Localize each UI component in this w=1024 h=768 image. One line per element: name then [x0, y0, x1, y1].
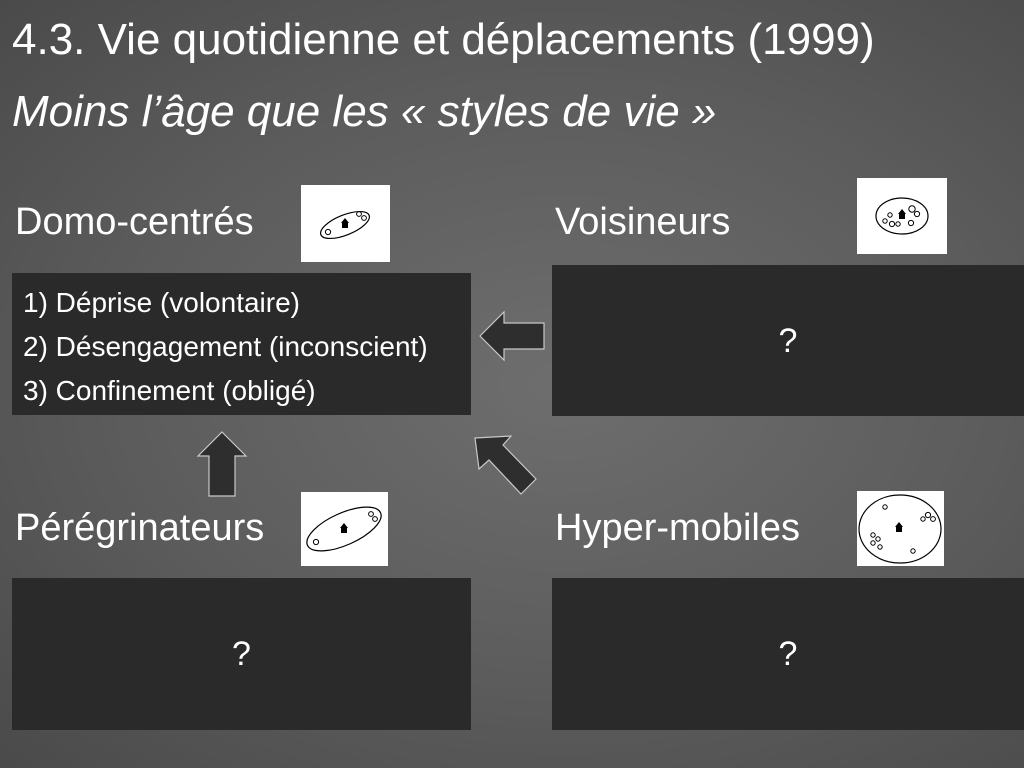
- elongated-ellipse-home-icon: [301, 492, 388, 566]
- list-item: 3) Confinement (obligé): [23, 375, 316, 406]
- unknown-placeholder: ?: [232, 635, 251, 673]
- round-ellipse-home-icon: [857, 178, 947, 254]
- arrow-up-left-icon: [470, 432, 540, 498]
- unknown-placeholder: ?: [778, 635, 798, 673]
- hyper-mobiles-label: Hyper-mobiles: [555, 507, 800, 549]
- list-item: 1) Déprise (volontaire): [23, 287, 300, 318]
- slide-title: 4.3. Vie quotidienne et déplacements (1999): [12, 15, 875, 64]
- hyper-mobiles-panel: [552, 578, 1024, 730]
- domo-centres-label: Domo-centrés: [15, 201, 254, 243]
- large-ellipse-home-icon: [857, 491, 944, 566]
- arrow-left-icon: [478, 310, 546, 362]
- slide-subtitle: Moins l’âge que les « styles de vie »: [12, 87, 717, 136]
- peregrinateurs-panel: [12, 578, 471, 730]
- arrow-up-icon: [196, 430, 248, 498]
- list-item: 2) Désengagement (inconscient): [23, 331, 428, 362]
- peregrinateurs-label: Pérégrinateurs: [15, 507, 265, 549]
- voisineurs-panel: [552, 265, 1024, 416]
- small-ellipse-home-icon: [301, 185, 390, 262]
- unknown-placeholder: ?: [778, 322, 798, 360]
- voisineurs-label: Voisineurs: [555, 201, 731, 243]
- domo-centres-panel: [12, 273, 471, 415]
